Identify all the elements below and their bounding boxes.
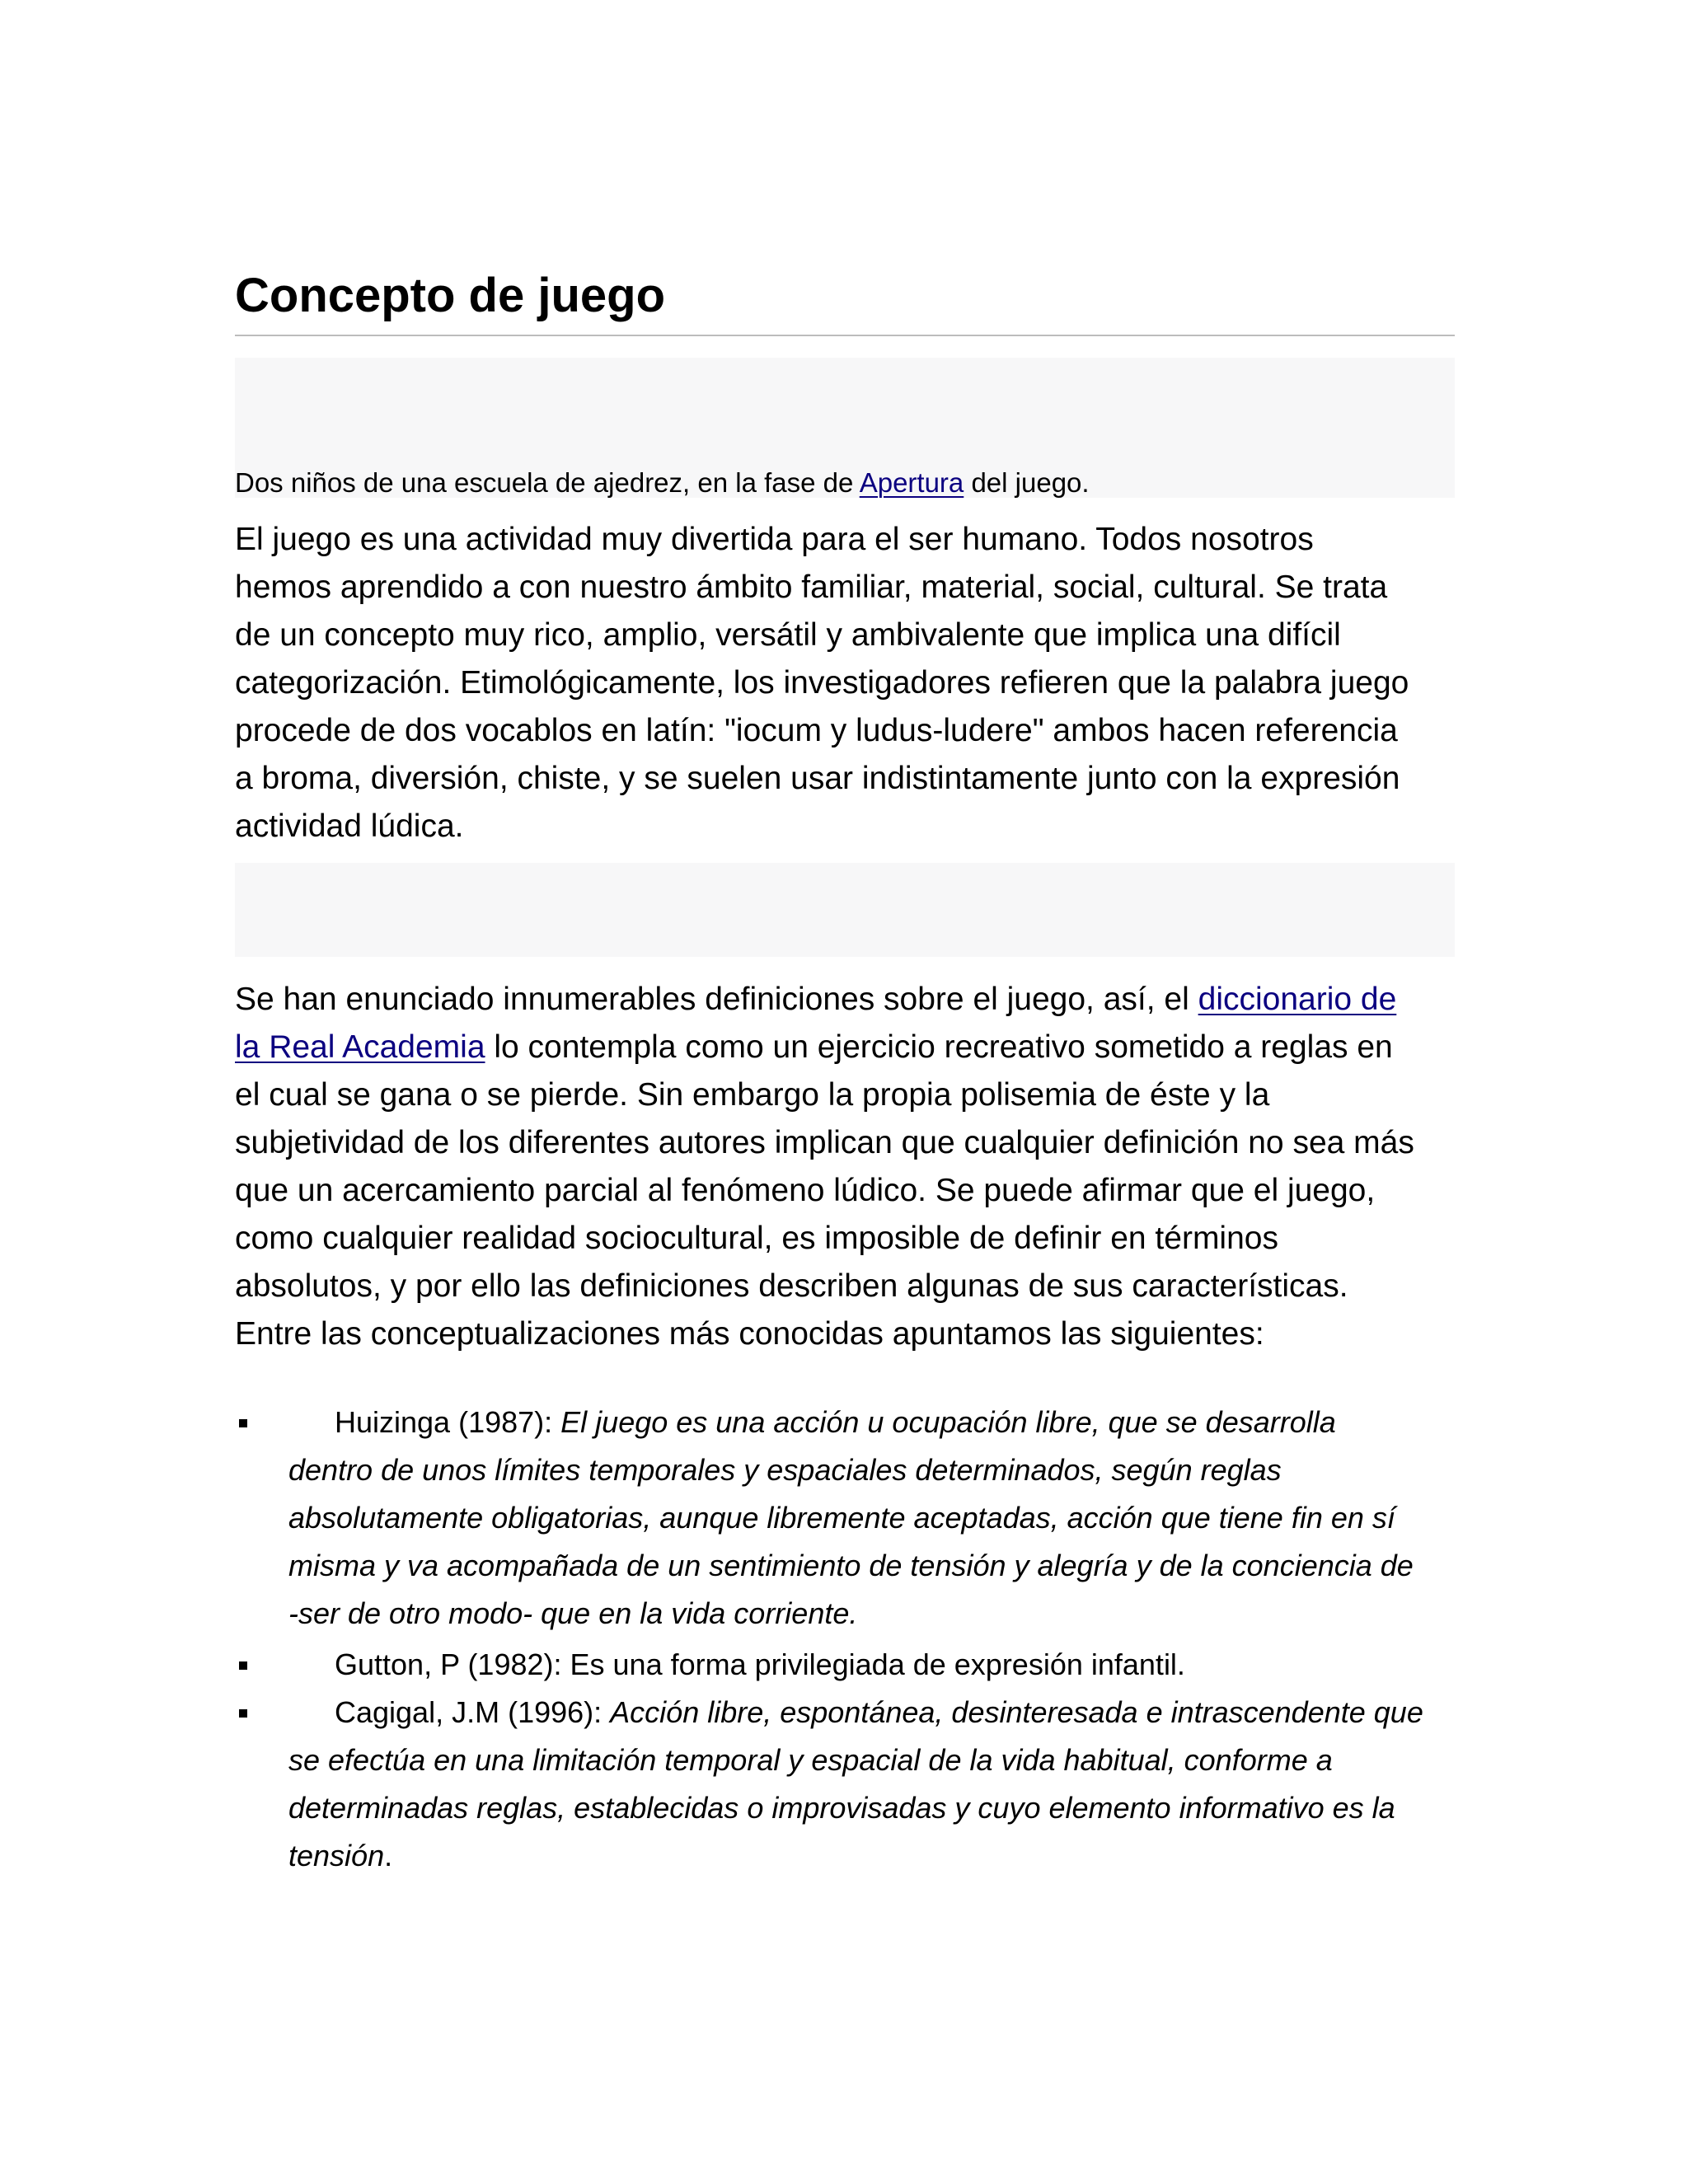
paragraph-line: hemos aprendido a con nuestro ámbito familiar, material, social, cultural. Se trata [235, 569, 1388, 605]
paragraph-line: subjetividad de los diferentes autores implican que cualquier definición no sea más [235, 1125, 1414, 1160]
paragraph-line [235, 976, 1471, 1024]
paragraph-line: el cual se gana o se pierde. Sin embargo la propia polisemia de éste y la [235, 1077, 1270, 1113]
definitions-list [235, 1399, 1471, 1880]
paragraph-line [235, 1024, 1471, 1071]
intro-paragraph [235, 516, 1471, 851]
definition-text: El juego es una acción u ocupación libre, que se desarrolla [560, 1405, 1336, 1439]
definition-line: misma y va acompañada de un sentimiento de tensión y alegría y de la conciencia de [288, 1549, 1414, 1582]
bullet-square-icon [239, 1709, 247, 1718]
paragraph-line: actividad lúdica. [235, 808, 464, 844]
definition-trailing: . [384, 1839, 393, 1872]
definition-line: dentro de unos límites temporales y espaciales determinados, según reglas [288, 1453, 1282, 1487]
list-item-line [288, 1641, 1471, 1689]
paragraph-text: lo contempla como un ejercicio recreativo sometido a reglas en [485, 1029, 1393, 1065]
author-label: Huizinga (1987): [335, 1405, 561, 1439]
caption-text-after: del juego. [964, 467, 1090, 498]
definition-text: tensión [288, 1839, 385, 1872]
definition-text: Es una forma privilegiada de expresión infantil. [570, 1647, 1185, 1681]
paragraph-text: Se han enunciado innumerables definiciones sobre el juego, así, el [235, 982, 1198, 1017]
image-placeholder [235, 863, 1455, 957]
paragraph-line: procede de dos vocablos en latín: "iocum y ludus-ludere" ambos hacen referencia [235, 713, 1398, 748]
apertura-link[interactable]: Apertura [859, 467, 964, 498]
paragraph-line: El juego es una actividad muy divertida para el ser humano. Todos nosotros [235, 522, 1314, 557]
paragraph-line: Entre las conceptualizaciones más conocidas apuntamos las siguientes: [235, 1316, 1264, 1352]
list-item-line [288, 1689, 1471, 1736]
title-divider [235, 335, 1455, 336]
bullet-square-icon [239, 1419, 247, 1427]
list-item-line [288, 1399, 1471, 1446]
paragraph-line: como cualquier realidad sociocultural, es imposible de definir en términos [235, 1221, 1278, 1256]
definitions-paragraph [235, 976, 1471, 1358]
list-item-gutton [235, 1641, 1471, 1689]
definition-line-final [288, 1832, 1471, 1880]
paragraph-line: que un acercamiento parcial al fenómeno lúdico. Se puede afirmar que el juego, [235, 1173, 1376, 1208]
definition-line: determinadas reglas, establecidas o improvisadas y cuyo elemento informativo es la [288, 1791, 1395, 1825]
definition-line: se efectúa en una limitación temporal y espacial de la vida habitual, conforme a [288, 1743, 1333, 1777]
paragraph-line: a broma, diversión, chiste, y se suelen usar indistintamente junto con la expresión [235, 761, 1400, 796]
paragraph-line: categorización. Etimológicamente, los investigadores refieren que la palabra juego [235, 665, 1409, 701]
definition-line: -ser de otro modo- que en la vida corriente. [288, 1596, 858, 1630]
definition-line: absolutamente obligatorias, aunque libremente aceptadas, acción que tiene fin en sí [288, 1501, 1395, 1535]
real-academia-link-part1[interactable]: diccionario de [1198, 982, 1397, 1017]
bullet-square-icon [239, 1661, 247, 1670]
caption-text-before: Dos niños de una escuela de ajedrez, en la fase de [235, 467, 860, 498]
list-item-cagigal [235, 1689, 1471, 1880]
definition-text: Acción libre, espontánea, desinteresada e intrascendente que [610, 1695, 1423, 1729]
author-label: Cagigal, J.M (1996): [335, 1695, 611, 1729]
real-academia-link-part2[interactable]: la Real Academia [235, 1029, 485, 1065]
list-item-huizinga [235, 1399, 1471, 1638]
paragraph-line: de un concepto muy rico, amplio, versátil y ambivalente que implica una difícil [235, 617, 1341, 653]
figure-caption [235, 466, 1090, 499]
author-label: Gutton, P (1982): [335, 1647, 570, 1681]
page-title: Concepto de juego [235, 269, 665, 322]
paragraph-line: absolutos, y por ello las definiciones describen algunas de sus características. [235, 1268, 1348, 1304]
